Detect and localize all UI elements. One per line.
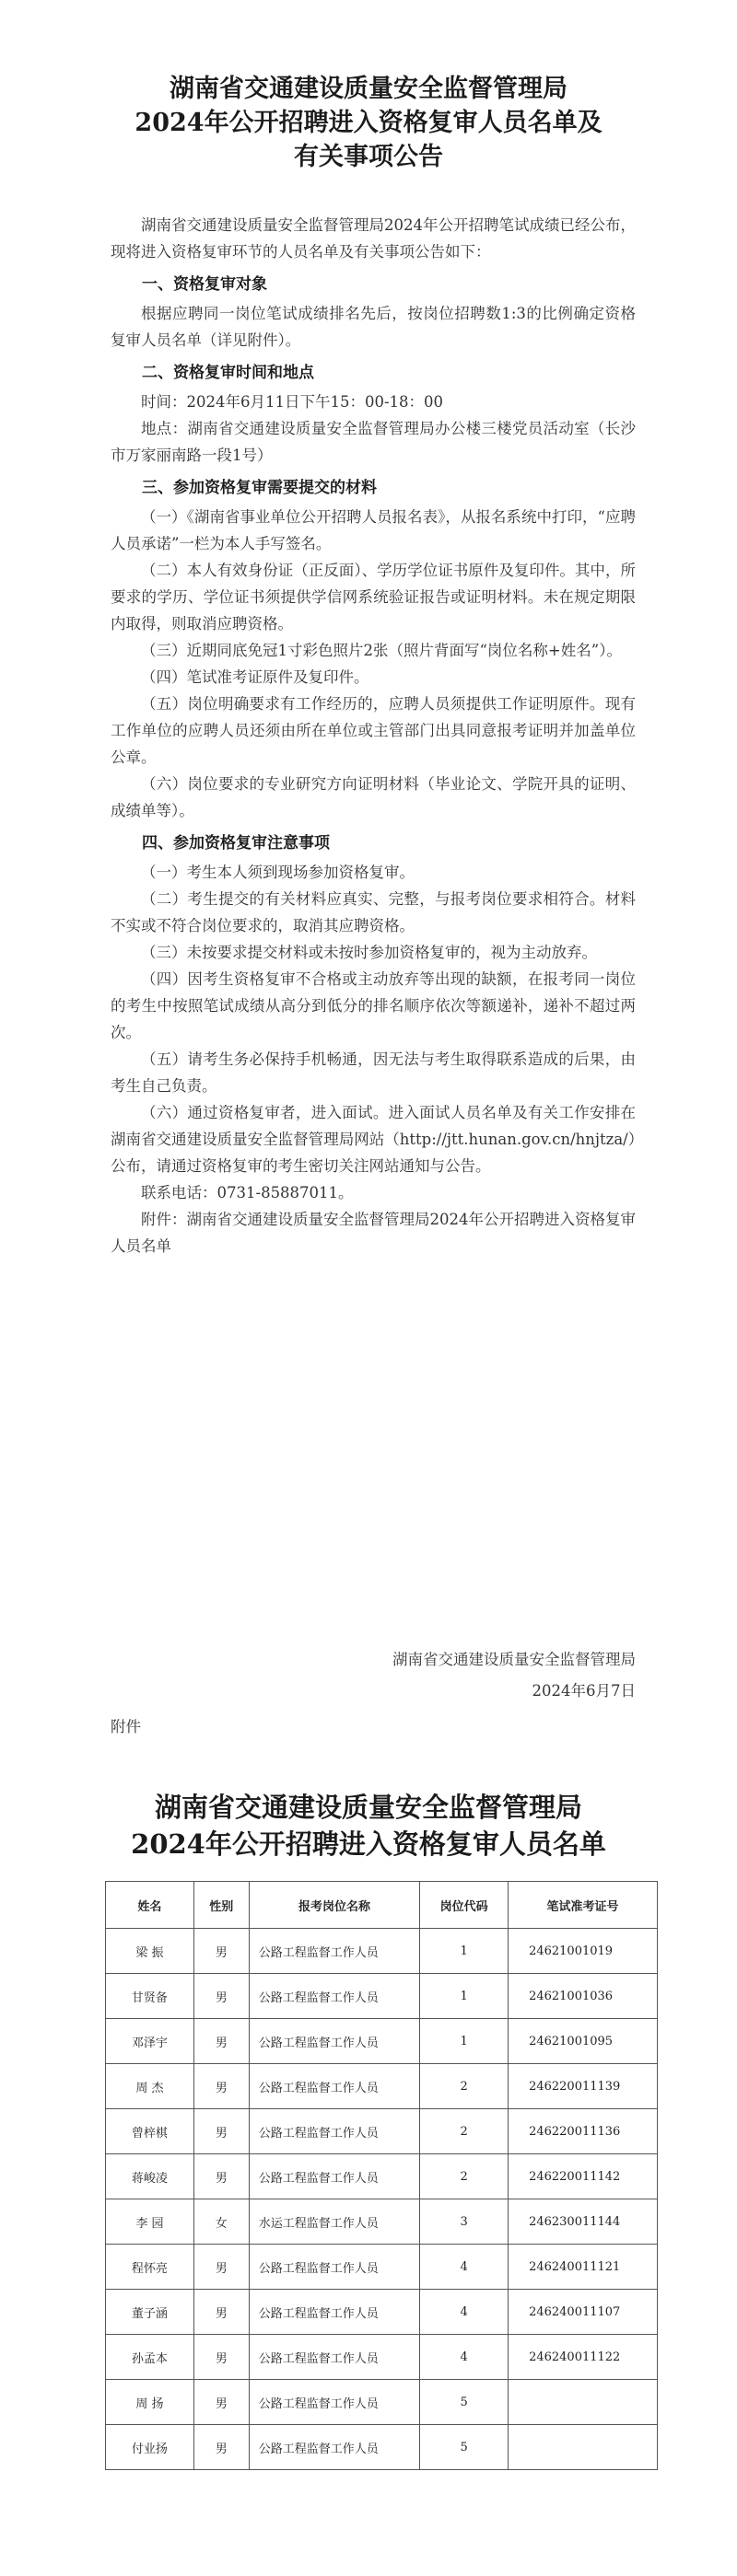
material-item: （二）本人有效身份证（正反面）、学历学位证书原件及复印件。其中，所要求的学历、学位证书须提供学信网系统验证报告或证明材料。未在规定期限内取得，则取消应聘资格。 [111,562,636,632]
cell-position: 公路工程监督工作人员 [249,2335,420,2380]
table-row [106,2199,658,2245]
cell-gender: 男 [193,1974,249,2019]
cell-post-code: 1 [420,1974,509,2019]
cell-exam-number: 24621001019 [509,1929,658,1974]
section-heading: 四、参加资格复审注意事项 [142,834,330,853]
notice-item: （五）请考生务必保持手机畅通，因无法与考生取得联系造成的后果，由考生自己负责。 [111,1050,636,1095]
cell-position: 公路工程监督工作人员 [249,1974,420,2019]
cell-position: 公路工程监督工作人员 [249,2380,420,2425]
cell-post-code: 5 [420,2380,509,2425]
cell-name: 蒋峻凌 [106,2154,194,2199]
section-paragraph: 根据应聘同一岗位笔试成绩排名先后，按岗位招聘数1:3的比例确定资格复审人员名单（详见附件）。 [111,305,636,349]
cell-post-code: 3 [420,2199,509,2245]
review-time: 时间：2024年6月11日下午15：00-18：00 [141,393,444,411]
cell-exam-number: 24621001095 [509,2019,658,2064]
cell-name: 付业扬 [106,2425,194,2470]
cell-name: 梁 振 [106,1929,194,1974]
table-row [106,2425,658,2470]
attachment-note: 附件：湖南省交通建设质量安全监督管理局2024年公开招聘进入资格复审人员名单 [111,1211,636,1255]
cell-position: 公路工程监督工作人员 [249,2064,420,2109]
title-line-2: 2024年公开招聘进入资格复审人员名单及 [135,109,602,137]
cell-exam-number: 246220011139 [509,2064,658,2109]
cell-name: 周 杰 [106,2064,194,2109]
table-row [106,1929,658,1974]
cell-name: 程怀亮 [106,2245,194,2290]
table-row [106,1974,658,2019]
cell-position: 水运工程监督工作人员 [249,2199,420,2245]
cell-name: 甘贤备 [106,1974,194,2019]
cell-name: 周 扬 [106,2380,194,2425]
cell-gender: 男 [193,2290,249,2335]
cell-gender: 男 [193,2425,249,2470]
cell-post-code: 4 [420,2245,509,2290]
cell-exam-number [509,2380,658,2425]
contact-phone: 联系电话：0731-85887011。 [141,1184,354,1201]
material-item: （四）笔试准考证原件及复印件。 [141,668,369,686]
cell-exam-number: 246240011121 [509,2245,658,2290]
material-item: （三）近期同底免冠1寸彩色照片2张（照片背面写“岗位名称+姓名”）。 [141,642,622,659]
title-line-1: 湖南省交通建设质量安全监督管理局 [170,75,567,103]
cell-post-code: 4 [420,2335,509,2380]
cell-position: 公路工程监督工作人员 [249,1929,420,1974]
signature-block [249,1644,636,1707]
table-row [106,2154,658,2199]
cell-post-code: 5 [420,2425,509,2470]
cell-gender: 男 [193,2335,249,2380]
roster-title-line-2: 2024年公开招聘进入资格复审人员名单 [131,1828,606,1860]
cell-gender: 女 [193,2199,249,2245]
cell-post-code: 2 [420,2154,509,2199]
section-heading: 二、资格复审时间和地点 [142,364,314,382]
review-place: 地点：湖南省交通建设质量安全监督管理局办公楼三楼党员活动室（长沙市万家丽南路一段1号） [111,420,636,464]
notice-item: （一）考生本人须到现场参加资格复审。 [141,864,415,881]
page-title [55,72,682,174]
material-item: （一）《湖南省事业单位公开招聘人员报名表》，从报名系统中打印，“应聘人员承诺”一栏为本人手写签名。 [111,508,636,552]
cell-post-code: 1 [420,2019,509,2064]
cell-gender: 男 [193,2380,249,2425]
cell-name: 董子涵 [106,2290,194,2335]
table-row [106,2335,658,2380]
notice-item: （二）考生提交的有关材料应真实、完整，与报考岗位要求相符合。材料不实或不符合岗位要求的，取消其应聘资格。 [111,890,636,934]
notice-body [111,212,636,1259]
notice-item: （四）因考生资格复审不合格或主动放弃等出现的缺额，在报考同一岗位的考生中按照笔试成绩从高分到低分的排名顺序依次等额递补，递补不超过两次。 [111,970,636,1041]
notice-item: （六）通过资格复审者，进入面试。进入面试人员名单及有关工作安排在湖南省交通建设质量安全监督管理局网站（http://jtt.hunan.gov.cn/hnjtza/）公布，请通过资格复审的考生密切关注网站通知与公告。 [111,1104,636,1175]
cell-exam-number: 246240011122 [509,2335,658,2380]
table-row [106,2109,658,2154]
table-row [106,2019,658,2064]
cell-position: 公路工程监督工作人员 [249,2019,420,2064]
table-row [106,2064,658,2109]
cell-gender: 男 [193,2019,249,2064]
roster-table [105,1881,658,2470]
table-row [106,2290,658,2335]
column-header: 性别 [193,1882,249,1929]
cell-post-code: 2 [420,2064,509,2109]
section-heading: 三、参加资格复审需要提交的材料 [142,479,377,497]
cell-position: 公路工程监督工作人员 [249,2154,420,2199]
cell-gender: 男 [193,2109,249,2154]
cell-exam-number: 246220011136 [509,2109,658,2154]
cell-gender: 男 [193,2245,249,2290]
cell-exam-number [509,2425,658,2470]
material-item: （五）岗位明确要求有工作经历的，应聘人员须提供工作证明原件。现有工作单位的应聘人员还须由所在单位或主管部门出具同意报考证明并加盖单位公章。 [111,695,636,766]
column-header: 笔试准考证号 [509,1882,658,1929]
signature-org: 湖南省交通建设质量安全监督管理局 [392,1651,636,1668]
column-header: 报考岗位名称 [249,1882,420,1929]
table-row [106,2245,658,2290]
roster-title-line-1: 湖南省交通建设质量安全监督管理局 [154,1792,582,1823]
signature-date: 2024年6月7日 [532,1682,636,1700]
cell-post-code: 4 [420,2290,509,2335]
notice-item: （三）未按要求提交材料或未按时参加资格复审的，视为主动放弃。 [141,944,597,961]
cell-name: 李 园 [106,2199,194,2245]
cell-position: 公路工程监督工作人员 [249,2245,420,2290]
table-header-row [106,1882,658,1929]
cell-gender: 男 [193,2154,249,2199]
table-row [106,2380,658,2425]
cell-exam-number: 246220011142 [509,2154,658,2199]
cell-name: 邓泽宇 [106,2019,194,2064]
intro-paragraph: 湖南省交通建设质量安全监督管理局2024年公开招聘笔试成绩已经公布，现将进入资格复审环节的人员名单及有关事项公告如下： [111,216,636,261]
roster-title [55,1789,682,1862]
section-heading: 一、资格复审对象 [142,275,267,294]
cell-name: 曾梓棋 [106,2109,194,2154]
cell-exam-number: 246240011107 [509,2290,658,2335]
cell-position: 公路工程监督工作人员 [249,2425,420,2470]
material-item: （六）岗位要求的专业研究方向证明材料（毕业论文、学院开具的证明、成绩单等）。 [111,775,636,819]
cell-exam-number: 246230011144 [509,2199,658,2245]
column-header: 姓名 [106,1882,194,1929]
cell-name: 孙孟本 [106,2335,194,2380]
cell-gender: 男 [193,1929,249,1974]
cell-gender: 男 [193,2064,249,2109]
cell-position: 公路工程监督工作人员 [249,2109,420,2154]
cell-position: 公路工程监督工作人员 [249,2290,420,2335]
attachment-label: 附件 [111,1718,141,1735]
cell-exam-number: 24621001036 [509,1974,658,2019]
cell-post-code: 2 [420,2109,509,2154]
column-header: 岗位代码 [420,1882,509,1929]
cell-post-code: 1 [420,1929,509,1974]
title-line-3: 有关事项公告 [294,143,443,171]
